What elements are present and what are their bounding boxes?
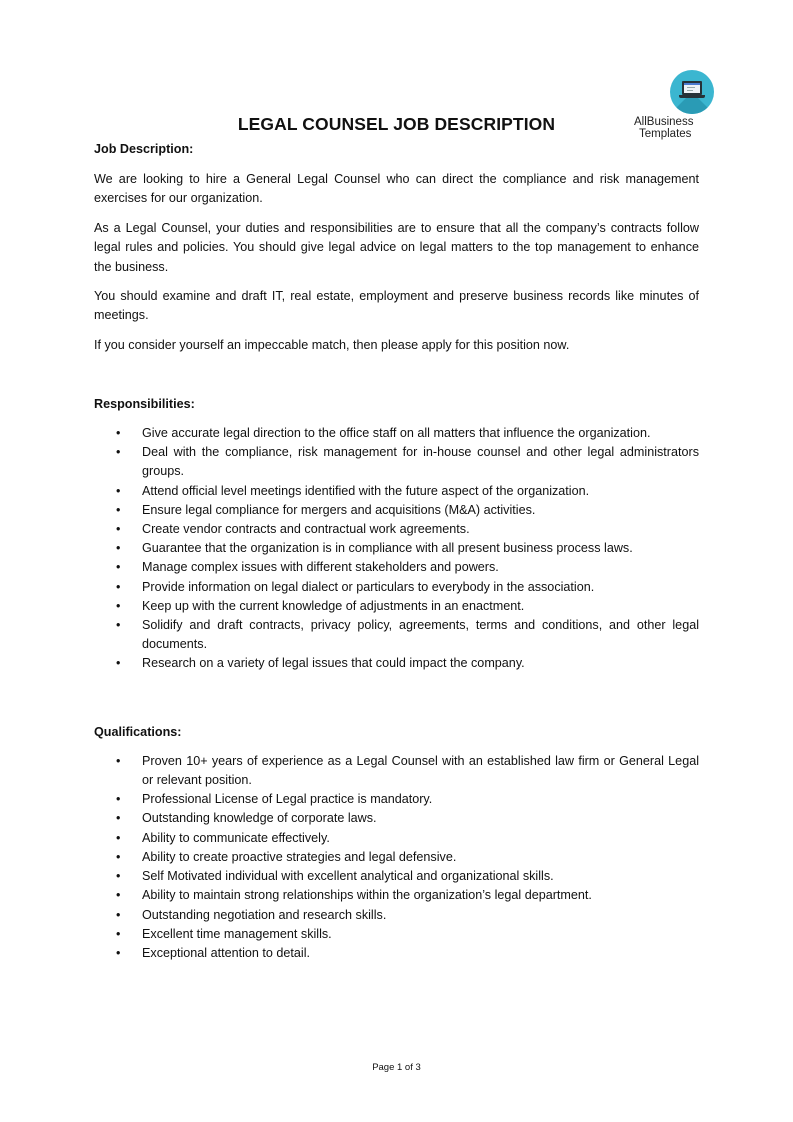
paragraph: If you consider yourself an impeccable match, then please apply for this position now. [94, 338, 570, 353]
qualifications-heading: Qualifications: [94, 724, 182, 739]
bullet-icon: • [116, 869, 121, 884]
list-item: • Give accurate legal direction to the office staff on all matters that influence the organization. [94, 424, 699, 443]
list-item: • Professional License of Legal practice is mandatory. [94, 790, 699, 809]
list-item: • Exceptional attention to detail. [94, 944, 699, 963]
list-item: • Excellent time management skills. [94, 925, 699, 944]
list-item: • Outstanding negotiation and research skills. [94, 906, 699, 925]
bullet-icon: • [116, 541, 121, 556]
bullet-icon: • [116, 945, 121, 960]
laptop-icon [670, 70, 714, 114]
list-item: • Ability to communicate effectively. [94, 829, 699, 848]
list-item: • Ability to create proactive strategies and legal defensive. [94, 848, 699, 867]
bullet-icon: • [116, 560, 121, 575]
list-item: • Manage complex issues with different stakeholders and powers. [94, 558, 699, 577]
paragraph: You should examine and draft IT, real estate, employment and preserve business records like minutes of meetings. [94, 289, 699, 323]
list-item: • Provide information on legal dialect or particulars to everybody in the association. [94, 578, 699, 597]
paragraph: We are looking to hire a General Legal Counsel who can direct the compliance and risk management exercises for our organization. [94, 172, 699, 206]
qualifications-list [94, 752, 699, 963]
list-item: • Outstanding knowledge of corporate laws. [94, 809, 699, 828]
job-description-heading: Job Description: [94, 142, 194, 156]
page-number: Page 1 of 3 [372, 1062, 421, 1073]
bullet-icon: • [116, 522, 121, 537]
paragraph: As a Legal Counsel, your duties and responsibilities are to ensure that all the company’s contracts follow legal rules and policies. You should give legal advice on legal matters to the top management to enhance the business. [94, 221, 699, 274]
bullet-icon: • [116, 849, 121, 864]
bullet-icon: • [116, 907, 121, 922]
bullet-icon: • [116, 811, 121, 826]
bullet-icon: • [116, 483, 121, 498]
bullet-icon: • [116, 426, 121, 441]
list-item: • Guarantee that the organization is in compliance with all present business process laws. [94, 539, 699, 558]
logo-text-line2: Templates [639, 128, 692, 140]
list-item: • Attend official level meetings identified with the future aspect of the organization. [94, 482, 699, 501]
list-item: • Ensure legal compliance for mergers and acquisitions (M&A) activities. [94, 501, 699, 520]
bullet-icon: • [116, 830, 121, 845]
bullet-icon: • [116, 502, 121, 517]
bullet-icon: • [116, 656, 121, 671]
responsibilities-heading: Responsibilities: [94, 396, 195, 411]
logo-text-line1: AllBusiness [634, 116, 694, 128]
document-body [94, 140, 699, 963]
document-title: LEGAL COUNSEL JOB DESCRIPTION [237, 114, 556, 134]
list-item: • Deal with the compliance, risk management for in-house counsel and other legal administrators groups. [116, 445, 699, 479]
list-item: • Solidify and draft contracts, privacy policy, agreements, terms and conditions, and other legal documents. [116, 618, 699, 652]
bullet-icon: • [116, 445, 121, 460]
bullet-icon: • [116, 888, 121, 903]
list-item: • Ability to maintain strong relationships within the organization’s legal department. [94, 886, 699, 905]
bullet-icon: • [116, 579, 121, 594]
bullet-icon: • [116, 598, 121, 613]
bullet-icon: • [116, 926, 121, 941]
list-item: • Research on a variety of legal issues that could impact the company. [94, 654, 699, 673]
list-item: • Create vendor contracts and contractual work agreements. [94, 520, 699, 539]
bullet-icon: • [116, 753, 121, 768]
list-item: • Keep up with the current knowledge of adjustments in an enactment. [94, 597, 699, 616]
bullet-icon: • [116, 618, 121, 633]
list-item: • Self Motivated individual with excellent analytical and organizational skills. [94, 867, 699, 886]
list-item: • Proven 10+ years of experience as a Legal Counsel with an established law firm or General Legal or relevant position. [116, 753, 699, 788]
responsibilities-list [94, 424, 699, 674]
bullet-icon: • [116, 792, 121, 807]
